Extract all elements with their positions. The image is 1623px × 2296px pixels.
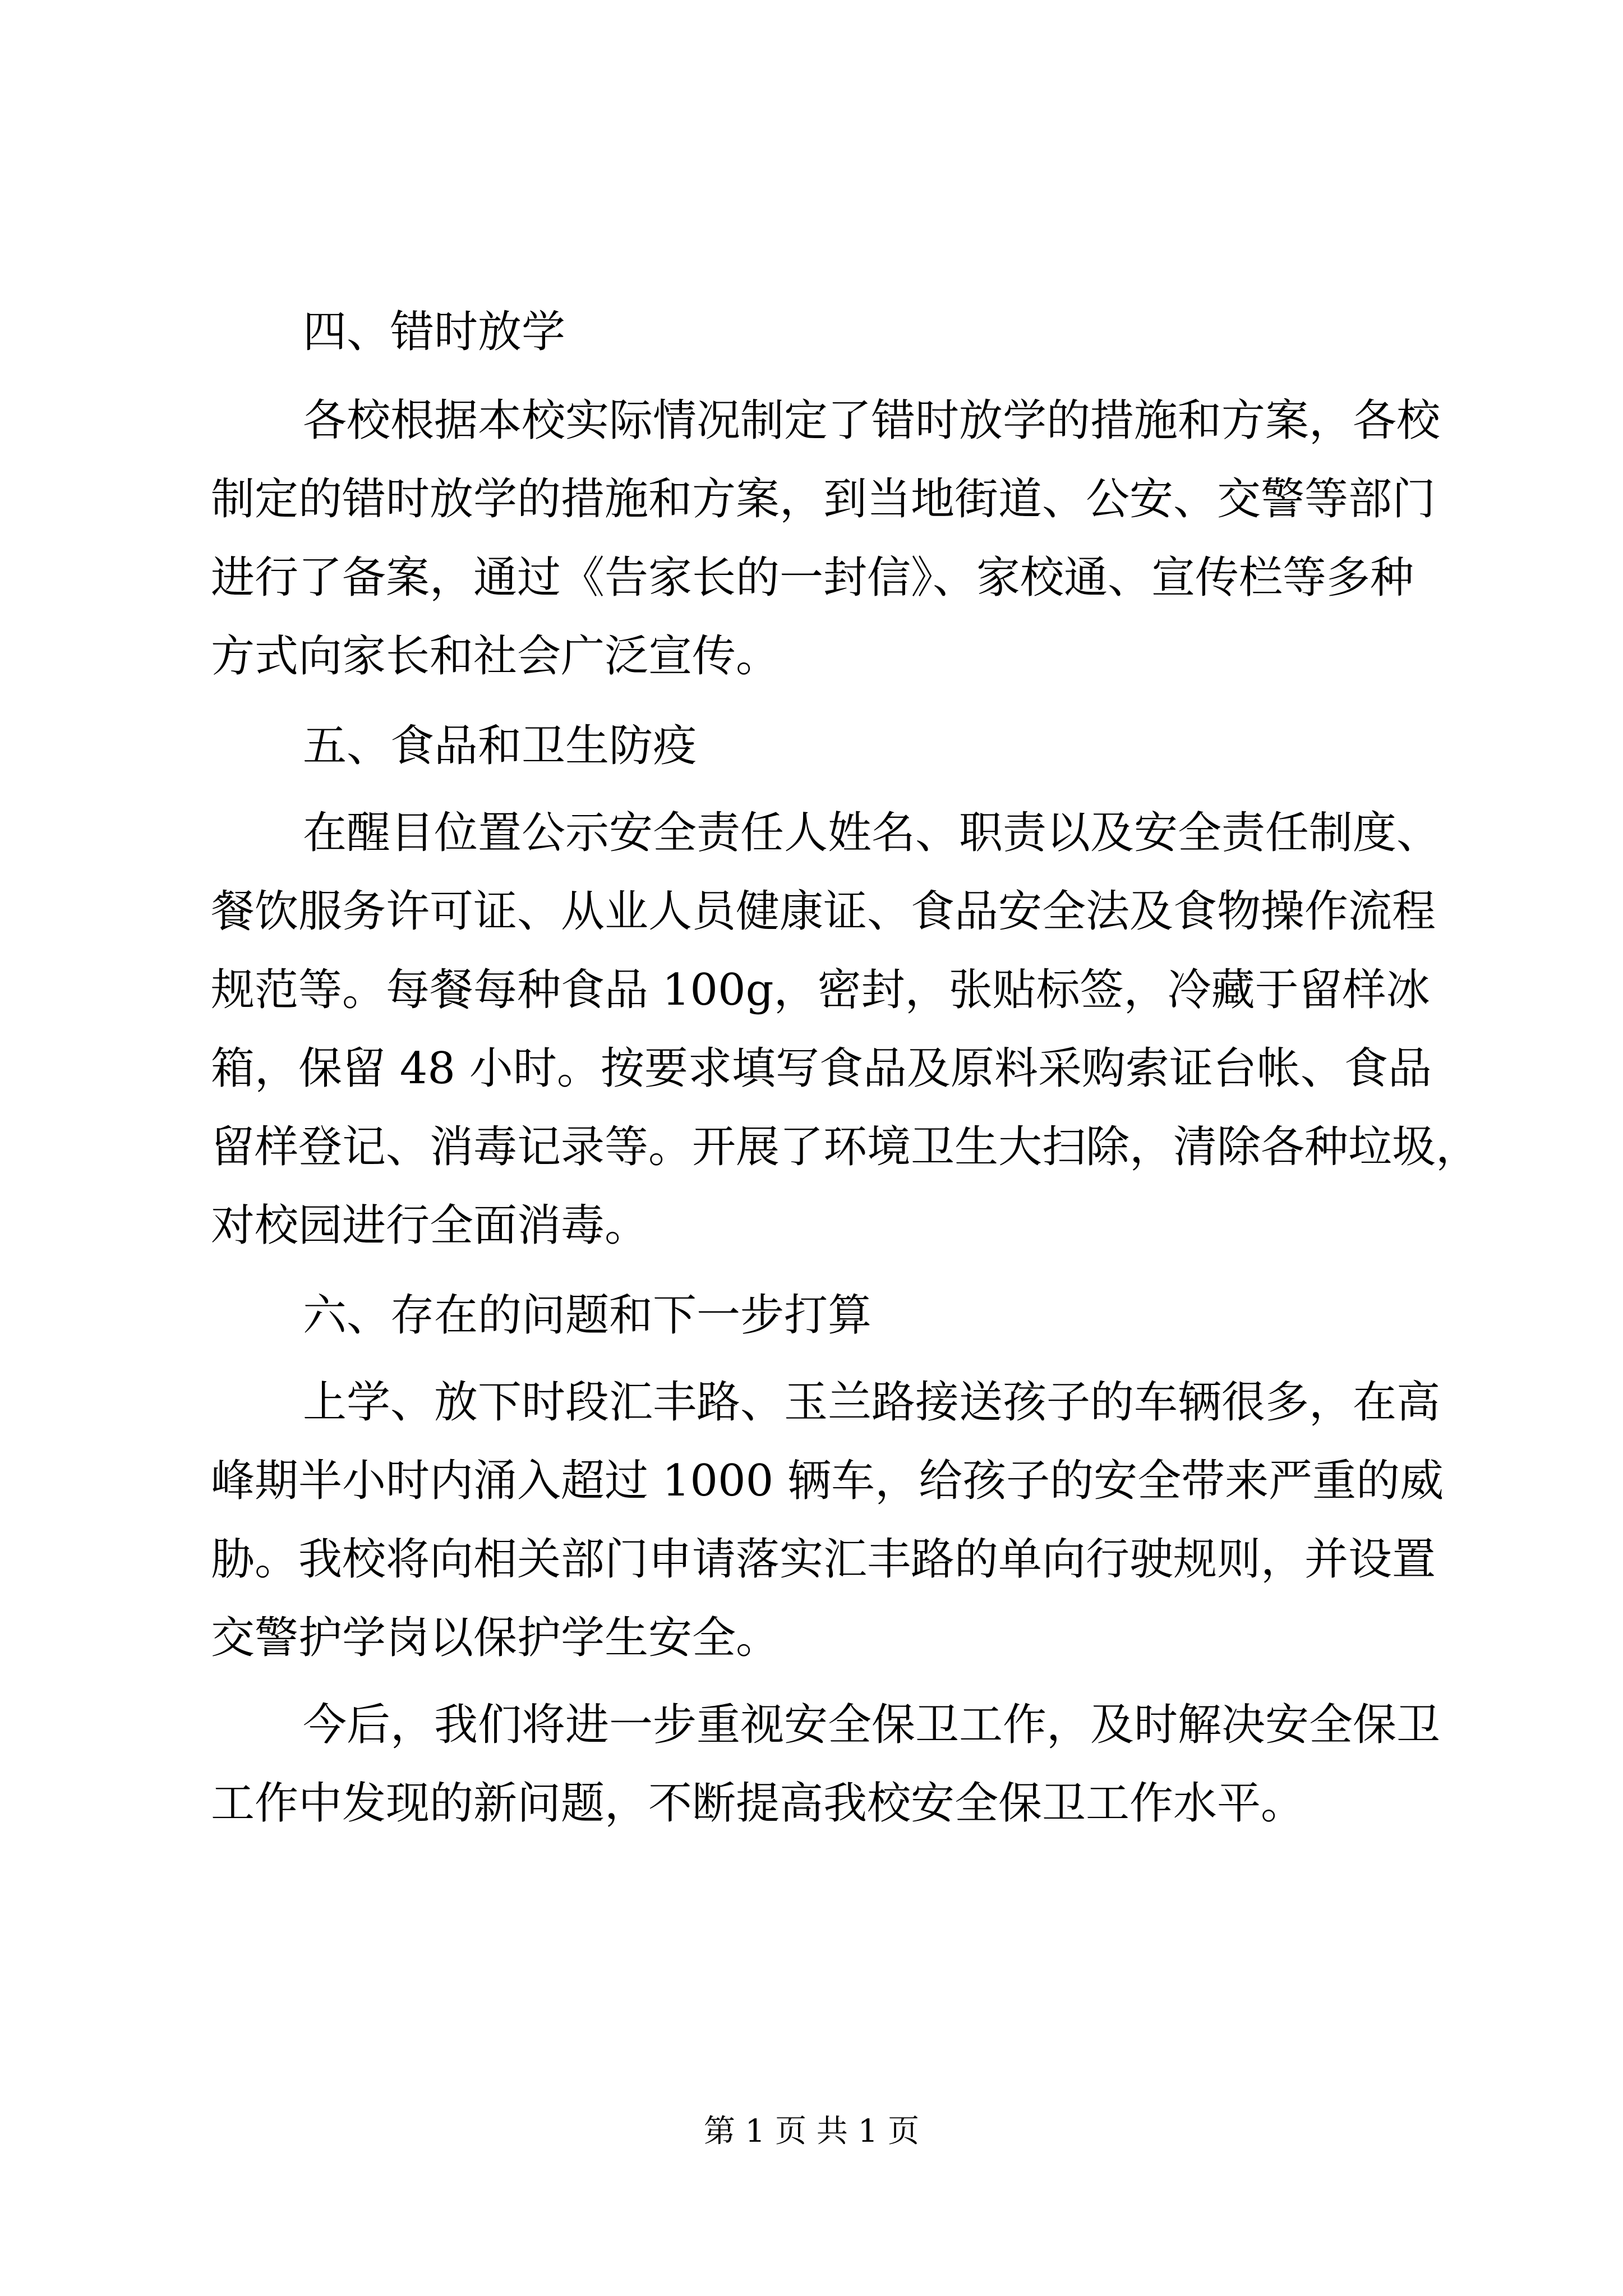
- paragraph-line: [0, 1363, 1623, 1442]
- page-number: 第 1 页 共 1 页: [703, 2113, 920, 2150]
- paragraph-line: [0, 951, 1623, 1029]
- paragraph-text: 各校根据本校实际情况制定了错时放学的措施和方案，各校: [303, 395, 1441, 446]
- heading-text: 六、存在的问题和下一步打算: [303, 1290, 872, 1341]
- paragraph-text: 胁。我校将向相关部门申请落实汇丰路的单向行驶规则，并设置: [211, 1534, 1436, 1585]
- paragraph-text: 交警护学岗以保护学生安全。: [211, 1613, 780, 1663]
- heading-text: 五、食品和卫生防疫: [303, 721, 697, 771]
- paragraph-text: 今后，我们将进一步重视安全保卫工作，及时解决安全保卫: [303, 1700, 1441, 1750]
- paragraph-text: 箱，保留 48 小时。按要求填写食品及原料采购索证台帐、食品: [211, 1043, 1432, 1094]
- paragraph-text: 规范等。每餐每种食品 100g，密封，张贴标签，冷藏于留样冰: [211, 965, 1430, 1015]
- paragraph-line: [0, 1186, 1623, 1265]
- paragraph-line: [0, 617, 1623, 696]
- paragraph-line: [0, 460, 1623, 539]
- paragraph-text: 留样登记、消毒记录等。开展了环境卫生大扫除，清除各种垃圾，: [211, 1122, 1480, 1172]
- section-heading: [0, 1276, 1623, 1355]
- paragraph-line: [0, 1442, 1623, 1520]
- paragraph-text: 进行了备案，通过《告家长的一封信》、家校通、宣传栏等多种: [211, 553, 1414, 603]
- section-heading: [0, 293, 1623, 371]
- paragraph-text: 峰期半小时内涌入超过 1000 辆车，给孩子的安全带来严重的威: [211, 1456, 1444, 1506]
- paragraph-line: [0, 872, 1623, 951]
- paragraph-line: [0, 381, 1623, 460]
- paragraph-text: 餐饮服务许可证、从业人员健康证、食品安全法及食物操作流程: [211, 886, 1436, 937]
- paragraph-line: [0, 1764, 1623, 1843]
- paragraph-line: [0, 539, 1623, 617]
- paragraph-line: [0, 1108, 1623, 1186]
- paragraph-text: 上学、放下时段汇丰路、玉兰路接送孩子的车辆很多，在高: [303, 1377, 1441, 1428]
- paragraph-line: [0, 1520, 1623, 1599]
- paragraph-line: [0, 1599, 1623, 1677]
- paragraph-text: 工作中发现的新问题，不断提高我校安全保卫工作水平。: [211, 1778, 1305, 1829]
- paragraph-line: [0, 794, 1623, 872]
- section-heading: [0, 707, 1623, 785]
- paragraph-line: [0, 1686, 1623, 1764]
- heading-text: 四、错时放学: [303, 307, 566, 357]
- paragraph-line: [0, 1029, 1623, 1108]
- paragraph-text: 对校园进行全面消毒。: [211, 1200, 649, 1251]
- paragraph-text: 在醒目位置公示安全责任人姓名、职责以及安全责任制度、: [303, 808, 1441, 858]
- paragraph-text: 方式向家长和社会广泛宣传。: [211, 631, 780, 682]
- page-footer: [0, 2109, 1623, 2154]
- paragraph-text: 制定的错时放学的措施和方案，到当地街道、公安、交警等部门: [211, 474, 1436, 524]
